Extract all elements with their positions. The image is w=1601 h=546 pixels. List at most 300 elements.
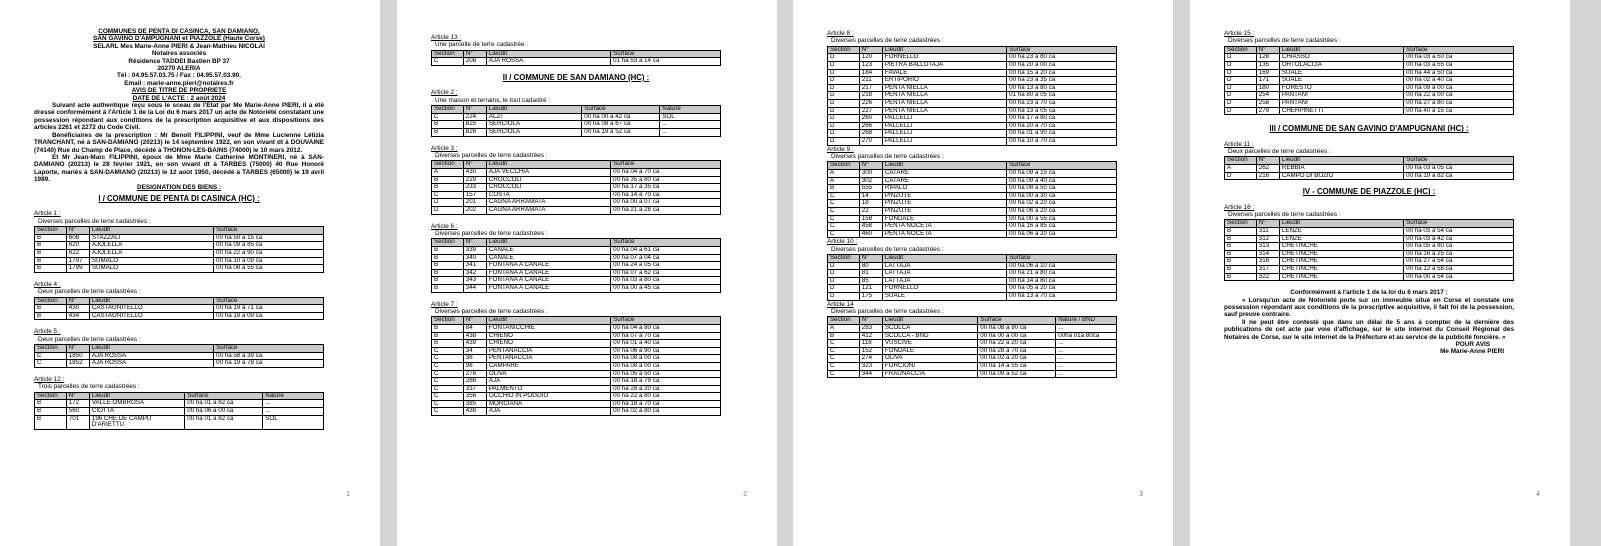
table-cell: 81 bbox=[859, 270, 882, 278]
article-block bbox=[1224, 204, 1514, 282]
column-header: Surface bbox=[1404, 157, 1514, 165]
article-title: Article 13 : bbox=[431, 34, 462, 41]
article-lead: Diverses parcelles de terre cadastrées : bbox=[831, 37, 944, 45]
table-row bbox=[1225, 164, 1514, 172]
table-cell: ... bbox=[660, 129, 721, 137]
table-row bbox=[432, 113, 721, 121]
closing-paragraph: « Lorsqu'un acte de Notoriété porte sur un immeuble situé en Corse et constate une possession répondant aux conditions de la prescriptive acquisitive, il fait foi de la possession, sauf preuve contraire. bbox=[1224, 296, 1514, 319]
column-header: Surface bbox=[582, 106, 660, 114]
table-cell: 226 bbox=[859, 99, 882, 107]
table-cell: 00 ha 10 a 09 ca bbox=[214, 257, 324, 265]
table-row bbox=[828, 325, 1117, 333]
table-header-row bbox=[432, 50, 721, 58]
table-cell: 00 ha 08 a 90 ca bbox=[978, 325, 1056, 333]
table-cell: D bbox=[828, 270, 860, 278]
article-lead: Diverses parcelles de terre cadastrées : bbox=[435, 229, 548, 237]
table-cell: 274 bbox=[859, 355, 882, 363]
table-cell: VUSCIVE bbox=[882, 340, 977, 348]
table-cell: 00 ha 27 a 54 ca bbox=[1404, 258, 1514, 266]
table-row bbox=[828, 215, 1117, 223]
parcel-table bbox=[34, 344, 324, 368]
table-row bbox=[432, 176, 721, 184]
table-cell: VALLE OMBROSA bbox=[89, 400, 184, 408]
table-cell: CIOTTA bbox=[89, 407, 184, 415]
table-cell: B bbox=[432, 176, 464, 184]
table-cell: B bbox=[432, 332, 464, 340]
table-cell: ... bbox=[660, 121, 721, 129]
table-cell: ... bbox=[263, 400, 324, 408]
document-page-1 bbox=[0, 0, 380, 546]
table-cell: 825 bbox=[463, 121, 486, 129]
section-title: IV - COMMUNE DE PIAZZOLE (HC) : bbox=[1302, 187, 1436, 197]
table-cell: 323 bbox=[859, 363, 882, 371]
article-lead: Diverses parcelles de terre cadastrées : bbox=[435, 307, 548, 315]
table-cell: SCOLCA bbox=[882, 325, 977, 333]
table-cell: 00 ha 22 a 00 ca bbox=[1404, 92, 1514, 100]
table-row bbox=[35, 257, 324, 265]
column-header: Surface bbox=[1007, 46, 1117, 54]
header-line: Email : marie-anne.pieri@notaires.fr bbox=[124, 79, 234, 87]
table-row bbox=[828, 262, 1117, 270]
table-cell: B bbox=[1225, 243, 1257, 251]
table-cell: D bbox=[828, 293, 860, 301]
table-cell: 339 bbox=[463, 246, 486, 254]
table-cell: FAVALE bbox=[882, 69, 1006, 77]
table-cell: 00 ha 23 a 80 ca bbox=[1007, 54, 1117, 62]
table-row bbox=[1225, 99, 1514, 107]
table-row bbox=[828, 192, 1117, 200]
table-cell: 00 ha 04 a 80 ca bbox=[611, 324, 721, 332]
table-header-row bbox=[35, 227, 324, 235]
table-cell: 00 ha 07 a 62 ca bbox=[611, 269, 721, 277]
table-row bbox=[828, 332, 1117, 340]
table-cell: FONTANA A CANALE bbox=[486, 277, 610, 285]
table-row bbox=[828, 62, 1117, 70]
table-cell: OLIVA bbox=[882, 355, 977, 363]
table-row bbox=[432, 199, 721, 207]
table-cell: 00 ha 09 a 00 ca bbox=[1404, 84, 1514, 92]
table-cell: CROCCOLI bbox=[486, 184, 610, 192]
table-cell: 430 bbox=[66, 305, 89, 313]
table-cell: B bbox=[35, 415, 67, 429]
table-row bbox=[35, 249, 324, 257]
article-lead: Une maison et terrains, le tout cadastré : bbox=[435, 96, 551, 104]
column-header: Lieudit bbox=[486, 317, 610, 325]
table-cell: CANALE bbox=[486, 254, 610, 262]
column-header: N° bbox=[463, 317, 486, 325]
table-row bbox=[432, 129, 721, 137]
article-block bbox=[1224, 30, 1514, 115]
column-header: Lieudit bbox=[89, 392, 184, 400]
table-cell: 118 bbox=[859, 340, 882, 348]
table-cell: MORCIANA bbox=[486, 400, 610, 408]
table-cell: 00 ha 01 a 82 ca bbox=[185, 415, 263, 429]
table-cell: D bbox=[1225, 77, 1257, 85]
table-cell: CAMPARE bbox=[486, 362, 610, 370]
article-lead: Deux parcelles de terre cadastrées : bbox=[38, 335, 141, 343]
article-block bbox=[1224, 30, 1514, 115]
table-cell: C bbox=[432, 400, 464, 408]
table-cell: CHIENO bbox=[486, 340, 610, 348]
table-row bbox=[828, 130, 1117, 138]
column-header: N° bbox=[66, 345, 89, 353]
table-cell: 00 ha 00 a 55 ca bbox=[1007, 215, 1117, 223]
article-title: Article 14 bbox=[827, 300, 854, 308]
table-cell: 00 ha 24 a 05 ca bbox=[611, 262, 721, 270]
table-cell: ... bbox=[1056, 325, 1117, 333]
table-cell: 00 ha 05 a 50 ca bbox=[611, 370, 721, 378]
column-header: N° bbox=[859, 162, 882, 170]
table-cell: B bbox=[35, 242, 67, 250]
table-row bbox=[432, 58, 721, 66]
table-cell: 00 ha 15 a 20 ca bbox=[1007, 69, 1117, 77]
article-lead: Diverses parcelles de terre cadastrées : bbox=[435, 152, 548, 159]
table-cell: 00 ha 22 a 80 ca bbox=[611, 393, 721, 401]
table-cell: 1850 bbox=[66, 352, 89, 360]
table-cell: 283 bbox=[859, 325, 882, 333]
table-cell: 00 ha 00 a 00 ca bbox=[978, 332, 1056, 340]
column-header: Lieudit bbox=[882, 162, 1006, 170]
table-cell: LENZE bbox=[1279, 227, 1403, 235]
table-cell: 00 ha 05 a 80 ca bbox=[1404, 243, 1514, 251]
table-cell: 826 bbox=[463, 129, 486, 137]
table-cell: 00 ha 08 a 50 ca bbox=[1007, 185, 1117, 193]
table-cell: 85 bbox=[859, 277, 882, 285]
table-cell: PENTA NOCETA bbox=[882, 230, 1006, 238]
table-cell: 316 bbox=[1256, 258, 1279, 266]
table-cell: 00 ha 22 a 90 ca bbox=[214, 249, 324, 257]
table-cell: B bbox=[432, 246, 464, 254]
document-page-2 bbox=[397, 0, 777, 546]
table-row bbox=[35, 242, 324, 250]
table-cell: ... bbox=[1056, 347, 1117, 355]
table-cell: 172 bbox=[66, 400, 89, 408]
article-block bbox=[431, 145, 721, 215]
table-cell: 00 ha 28 a 20 ca bbox=[611, 385, 721, 393]
table-cell: 00 ha 18 a 70 ca bbox=[611, 400, 721, 408]
table-cell: D bbox=[828, 137, 860, 145]
page-number: 3 bbox=[1139, 491, 1143, 498]
table-row bbox=[1225, 92, 1514, 100]
table-cell: 313 bbox=[1256, 243, 1279, 251]
table-cell: 00 ha 21 a 28 ca bbox=[611, 206, 721, 214]
table-cell: 171 bbox=[1256, 77, 1279, 85]
table-row bbox=[1225, 84, 1514, 92]
table-cell: 1852 bbox=[66, 360, 89, 368]
table-header-row bbox=[828, 317, 1117, 325]
table-cell: 00 ha 17 a 80 ca bbox=[1007, 115, 1117, 123]
table-cell: 622 bbox=[66, 249, 89, 257]
column-header: Surface bbox=[978, 317, 1056, 325]
page-number: 4 bbox=[1536, 491, 1540, 498]
table-row bbox=[828, 177, 1117, 185]
table-row bbox=[828, 355, 1117, 363]
table-cell: 00 ha 08 a 55 ca bbox=[214, 265, 324, 273]
table-cell: SUALE bbox=[1279, 69, 1403, 77]
article-lead: Deux parcelles de terre cadastrées : bbox=[1228, 147, 1331, 155]
table-row bbox=[828, 207, 1117, 215]
article-lead: Diverses parcelles de terre cadastrées : bbox=[1228, 37, 1341, 45]
table-cell: 00 ha 28 a 70 ca bbox=[978, 347, 1056, 355]
table-cell: 00 ha 00 a 30 ca bbox=[1007, 192, 1117, 200]
table-cell: C bbox=[828, 200, 860, 208]
table-row bbox=[1225, 243, 1514, 251]
parcel-table bbox=[827, 46, 1117, 146]
column-header: Surface bbox=[611, 239, 721, 247]
table-cell: PINZUTE bbox=[882, 200, 1006, 208]
table-cell: 00 ha 00 a 45 ca bbox=[611, 284, 721, 292]
parcel-table bbox=[34, 297, 324, 321]
table-cell: 00 ha 13 a 05 ca bbox=[1007, 107, 1117, 115]
table-cell: 00 ha 23 a 70 ca bbox=[1007, 99, 1117, 107]
article-title: Article 6 : bbox=[431, 222, 458, 230]
table-cell: CATARE bbox=[882, 169, 1006, 177]
table-cell: 337 bbox=[463, 385, 486, 393]
table-cell: PALLELLI bbox=[882, 130, 1006, 138]
document-page-3 bbox=[793, 0, 1173, 546]
table-cell: C bbox=[432, 370, 464, 378]
table-row bbox=[1225, 258, 1514, 266]
parcel-table bbox=[1224, 219, 1514, 281]
table-cell: SUALE bbox=[1279, 77, 1403, 85]
table-cell: 184 bbox=[859, 69, 882, 77]
article-lead: Diverses parcelles de terre cadastrées : bbox=[38, 217, 151, 225]
table-cell: C bbox=[35, 360, 67, 368]
table-cell: 311 bbox=[1256, 227, 1279, 235]
table-cell: 00 ha 35 a 80 ca bbox=[611, 176, 721, 184]
column-header: Surface bbox=[185, 392, 263, 400]
header-line: AVIS DE TITRE DE PROPRIETE bbox=[131, 87, 227, 95]
closing-paragraph: Conformément à l'article 1 de la loi du 6 mars 2017 : bbox=[1290, 289, 1448, 297]
table-cell: 00 ha 18 a 09 ca bbox=[214, 312, 324, 320]
column-header: Lieudit bbox=[1279, 220, 1403, 228]
table-row bbox=[432, 277, 721, 285]
section-title: III / COMMUNE DE SAN GAVINO D'AMPUGNANI (HC) : bbox=[1269, 124, 1469, 134]
table-cell: 312 bbox=[1256, 235, 1279, 243]
column-header: Surface bbox=[1007, 162, 1117, 170]
section-title: II / COMMUNE DE SAN DAMIANO (HC) : bbox=[502, 73, 650, 82]
table-cell: 343 bbox=[463, 277, 486, 285]
table-cell: B bbox=[1225, 250, 1257, 258]
table-row bbox=[432, 332, 721, 340]
table-cell: COSTA bbox=[486, 191, 610, 199]
table-cell: C bbox=[828, 215, 860, 223]
table-row bbox=[35, 312, 324, 320]
table-cell: 344 bbox=[463, 284, 486, 292]
table-cell: 620 bbox=[66, 242, 89, 250]
table-row bbox=[828, 84, 1117, 92]
table-cell: CASTAGNITELLO bbox=[89, 312, 213, 320]
closing-signature: Me Marie-Anne PIERI bbox=[1440, 348, 1504, 356]
table-cell: 300 bbox=[859, 169, 882, 177]
table-cell: AJA ROSSA bbox=[89, 352, 213, 360]
table-cell: 00 ha 01 a 90 ca bbox=[1007, 130, 1117, 138]
parcel-table bbox=[431, 160, 721, 214]
table-cell: CAGNA ARRAMATA bbox=[486, 199, 610, 207]
document-page-4 bbox=[1190, 0, 1570, 546]
column-header: Surface bbox=[611, 317, 721, 325]
table-cell: CHETINCHE bbox=[1279, 250, 1403, 258]
table-cell: B bbox=[35, 265, 67, 273]
table-cell: B bbox=[35, 249, 67, 257]
table-cell: A bbox=[828, 325, 860, 333]
column-header: Section bbox=[35, 345, 67, 353]
table-row bbox=[828, 185, 1117, 193]
table-cell: 00ha 01a 80ca bbox=[1056, 332, 1117, 340]
table-cell: 00 ha 00 a 54 ca bbox=[1404, 273, 1514, 281]
header-line: SAN GAVINO D'AMPUGNANI et PIAZZOLE (Haute Corse) bbox=[93, 35, 265, 43]
table-row bbox=[828, 340, 1117, 348]
table-cell: C bbox=[828, 355, 860, 363]
table-cell: PENTANACCIA bbox=[486, 347, 610, 355]
table-cell: B bbox=[1225, 265, 1257, 273]
table-cell: 560 bbox=[66, 407, 89, 415]
table-cell: 00 ha 23 a 35 ca bbox=[1007, 77, 1117, 85]
table-cell: B bbox=[432, 184, 464, 192]
table-cell: B bbox=[432, 324, 464, 332]
table-cell: D bbox=[828, 84, 860, 92]
table-cell: CANALE bbox=[486, 246, 610, 254]
table-row bbox=[432, 262, 721, 270]
table-cell: D bbox=[828, 54, 860, 62]
table-cell: 00 ha 16 a 85 ca bbox=[1007, 223, 1117, 231]
article-title: Article 10 : bbox=[827, 238, 858, 246]
table-cell: FONTANA A CANALE bbox=[486, 284, 610, 292]
column-header: N° bbox=[66, 227, 89, 235]
column-header: N° bbox=[463, 106, 486, 114]
table-cell: 216 bbox=[1256, 172, 1279, 180]
table-cell: 00 ha 08 a 00 ca bbox=[611, 355, 721, 363]
table-cell: 00 ha 20 a 70 ca bbox=[1007, 122, 1117, 130]
article-lead: Trois parcelles de terre cadastrées : bbox=[38, 383, 140, 391]
beneficiary-paragraph: Bénéficiaires de la prescription : Mr Benoît FILIPPINI, veuf de Mme Lucienne Létizia TRANCHANT, né à SAN-DAMIANO (20213) le 14 septembre 1922, en son vivant dt à DOUVAINE (74140) Rue du Champ de Place, décédé à THONON-LES-BAINS (74000) le 10 mars 2012. bbox=[34, 131, 324, 154]
column-header: Section bbox=[35, 392, 67, 400]
table-cell: 38 bbox=[463, 355, 486, 363]
table-cell: 00 ha 02 a 40 ca bbox=[1404, 77, 1514, 85]
table-cell: 00 ha 00 a 42 ca bbox=[582, 113, 660, 121]
table-cell: 260 bbox=[859, 115, 882, 123]
table-header-row bbox=[432, 239, 721, 247]
table-cell: CATARE bbox=[882, 177, 1006, 185]
table-cell: 439 bbox=[463, 340, 486, 348]
table-cell: CHETINCHE bbox=[1279, 243, 1403, 251]
table-row bbox=[432, 206, 721, 214]
table-cell: 00 ha 04 a 70 ca bbox=[611, 169, 721, 177]
table-header-row bbox=[1225, 46, 1514, 54]
header-line: SELARL Mes Marie-Anne PIERI & Jean-Mathieu NICOLAI bbox=[93, 42, 265, 50]
table-row bbox=[828, 370, 1117, 378]
table-cell: D bbox=[1225, 84, 1257, 92]
table-cell: B bbox=[828, 332, 860, 340]
table-cell: SOL bbox=[263, 415, 324, 429]
column-header: N° bbox=[859, 255, 882, 263]
table-cell: A bbox=[1225, 164, 1257, 172]
table-cell: C bbox=[828, 340, 860, 348]
column-header: Section bbox=[828, 317, 860, 325]
table-cell: 00 ha 03 a 55 ca bbox=[1404, 62, 1514, 70]
table-cell: 322 bbox=[1256, 273, 1279, 281]
header-line: Tél : 04.95.57.03.75 / Fax : 04.95.57.03.90. bbox=[117, 72, 241, 80]
table-cell: PENTA NIELLA bbox=[882, 92, 1006, 100]
table-cell: 135 bbox=[1256, 62, 1279, 70]
table-cell: SERCIOLA bbox=[486, 129, 581, 137]
table-cell: C bbox=[432, 113, 464, 121]
closing-paragraph: Il ne peut être contesté que dans un délai de 5 ans à compter de la dernière des publications de cet acte par voie d'affichage, sur le site internet du Conseil Régional des Notaires de Corse, sur le site internet de la Préfecture et au service de la publicité foncière. » bbox=[1224, 318, 1514, 341]
table-row bbox=[432, 370, 721, 378]
table-cell: 00 ha 13 a 70 ca bbox=[1007, 293, 1117, 301]
table-cell: FONDALE bbox=[882, 347, 977, 355]
table-cell: 555 bbox=[859, 185, 882, 193]
article-title: Article 12 : bbox=[34, 375, 65, 383]
column-header: N° bbox=[66, 297, 89, 305]
table-cell: 00 ha 12 a 58 ca bbox=[1404, 265, 1514, 273]
table-cell: A bbox=[432, 169, 464, 177]
article-title: Article 16 : bbox=[1224, 203, 1255, 211]
table-row bbox=[432, 269, 721, 277]
column-header: Lieudit bbox=[486, 50, 610, 58]
table-row bbox=[828, 230, 1117, 238]
header-line: 20270 ALERIA bbox=[157, 65, 201, 73]
table-cell: 123 bbox=[859, 62, 882, 70]
article-title: Article 9 : bbox=[827, 145, 854, 153]
table-cell: 1799 bbox=[66, 265, 89, 273]
table-cell: 342 bbox=[463, 269, 486, 277]
table-cell: 224 bbox=[463, 113, 486, 121]
table-cell: LATTAJA bbox=[882, 262, 1006, 270]
table-cell: 344 bbox=[859, 370, 882, 378]
table-cell: SERCIOLA bbox=[486, 121, 581, 129]
table-cell: 314 bbox=[1256, 250, 1279, 258]
table-row bbox=[432, 385, 721, 393]
article-block bbox=[1224, 141, 1514, 181]
table-cell: 121 bbox=[859, 285, 882, 293]
table-cell: CHERPINETTI bbox=[1279, 107, 1403, 115]
table-cell: CASTAGNITELLO bbox=[89, 305, 213, 313]
table-cell: AJA ROSSA bbox=[486, 58, 610, 66]
column-header: Lieudit bbox=[89, 227, 213, 235]
table-cell: 00 ha 03 a 80 ca bbox=[611, 277, 721, 285]
article-block bbox=[34, 328, 324, 368]
page-number: 2 bbox=[743, 491, 747, 498]
column-header: Section bbox=[1225, 46, 1257, 54]
table-row bbox=[432, 378, 721, 386]
column-header: Surface bbox=[214, 227, 324, 235]
table-cell: D bbox=[1225, 92, 1257, 100]
parcel-table bbox=[431, 105, 721, 136]
table-cell: CAMPO DI BOZIO bbox=[1279, 172, 1403, 180]
article-title: Article 8 : bbox=[827, 30, 854, 37]
table-cell: 00 ha 17 a 35 ca bbox=[611, 184, 721, 192]
table-cell: 458 bbox=[859, 223, 882, 231]
table-cell: D bbox=[432, 206, 464, 214]
table-header-row bbox=[828, 46, 1117, 54]
table-row bbox=[828, 223, 1117, 231]
table-cell: 00 ha 08 a 00 ca bbox=[611, 362, 721, 370]
table-cell: B bbox=[432, 121, 464, 129]
table-row bbox=[828, 347, 1117, 355]
article-block bbox=[431, 89, 721, 136]
column-header: Lieudit bbox=[882, 255, 1006, 263]
table-row bbox=[1225, 273, 1514, 281]
column-header: N° bbox=[1256, 157, 1279, 165]
table-cell: OLIVA bbox=[486, 370, 610, 378]
table-cell: CHIASSO bbox=[1279, 54, 1403, 62]
table-cell: CHIENO bbox=[486, 332, 610, 340]
table-cell: FONDALE bbox=[882, 215, 1006, 223]
table-cell: LENZE bbox=[1279, 235, 1403, 243]
table-cell: LATTAJA bbox=[882, 277, 1006, 285]
column-header: Section bbox=[35, 227, 67, 235]
